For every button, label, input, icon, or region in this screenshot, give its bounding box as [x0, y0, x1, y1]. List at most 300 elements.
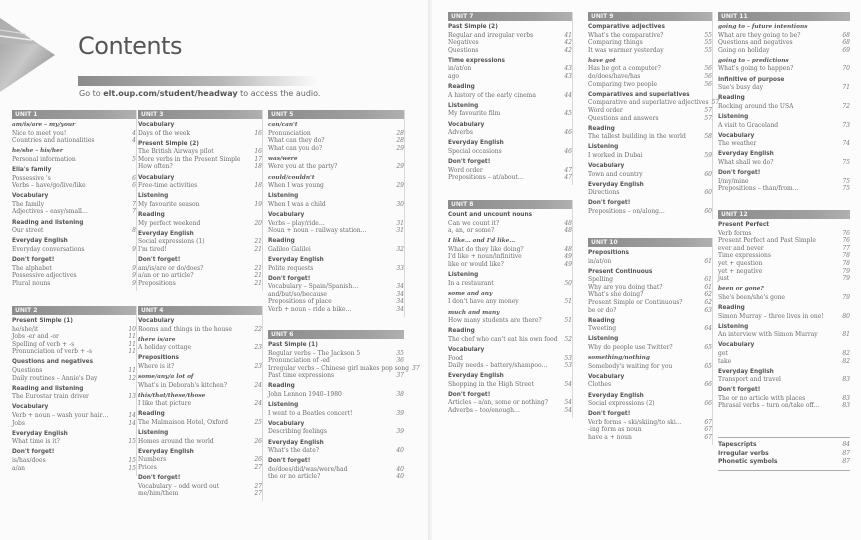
- unit-column: [448, 200, 573, 418]
- entry-page: 70: [842, 65, 850, 73]
- contents-entry[interactable]: [588, 47, 712, 55]
- entry-page: 43: [564, 65, 572, 73]
- entry-title: Rooms and things in the house: [138, 325, 232, 333]
- section-title: Don't forget!: [718, 387, 761, 394]
- contents-entry[interactable]: [268, 227, 404, 235]
- section-title: much and many: [448, 309, 500, 316]
- entry-title: Vocabulary – odd word out: [138, 482, 220, 490]
- entry-page: 14: [128, 419, 136, 427]
- contents-entry[interactable]: [588, 284, 712, 292]
- contents-entry[interactable]: [588, 325, 712, 333]
- contents-entry[interactable]: [268, 291, 404, 299]
- entry-page: 15: [128, 464, 136, 472]
- contents-entry[interactable]: [138, 280, 262, 288]
- entry-page: 66: [704, 400, 712, 408]
- unit-column: [138, 110, 263, 291]
- entry-page: 21: [254, 238, 262, 246]
- contents-entry[interactable]: [12, 182, 136, 190]
- contents-entry[interactable]: [138, 238, 262, 246]
- contents-entry[interactable]: [588, 32, 712, 40]
- contents-entry[interactable]: [448, 362, 572, 370]
- entry-page: 16: [254, 148, 262, 156]
- entry-page: 82: [842, 349, 850, 357]
- contents-entry[interactable]: [12, 208, 136, 216]
- section-title: Reading: [718, 304, 745, 311]
- contents-entry[interactable]: [448, 47, 572, 55]
- section-title: Everyday English: [448, 373, 504, 380]
- contents-entry[interactable]: [588, 291, 712, 299]
- entry-title: In a restaurant: [448, 279, 494, 287]
- decorative-arrow-photo-icon: [0, 10, 60, 92]
- appendix-item[interactable]: [718, 441, 850, 450]
- entry-page: 80: [842, 312, 850, 320]
- contents-entry[interactable]: [718, 402, 850, 410]
- unit-header: UNIT 6: [268, 330, 404, 339]
- contents-entry[interactable]: [12, 341, 136, 349]
- contents-entry[interactable]: [138, 438, 262, 446]
- entry-title: The alphabet: [12, 264, 52, 272]
- contents-entry[interactable]: [12, 137, 136, 145]
- contents-entry[interactable]: [588, 99, 720, 107]
- contents-entry[interactable]: [718, 395, 850, 403]
- section: [588, 269, 712, 315]
- unit-header: UNIT 8: [448, 200, 572, 209]
- entry-title: I'm tired!: [138, 245, 167, 253]
- entry-page: 61: [704, 257, 712, 265]
- contents-entry[interactable]: [268, 220, 404, 228]
- contents-entry[interactable]: [588, 115, 712, 123]
- contents-entry[interactable]: [12, 265, 136, 273]
- section: [268, 193, 404, 208]
- entry-page: 4: [132, 137, 136, 145]
- contents-entry[interactable]: [718, 245, 850, 253]
- contents-entry[interactable]: [718, 178, 850, 186]
- entry-title: Comparative and superlative adjectives: [588, 99, 709, 107]
- entry-title: My perfect weekend: [138, 219, 201, 227]
- contents-entry[interactable]: [718, 84, 850, 92]
- contents-entry[interactable]: [12, 375, 136, 383]
- contents-entry[interactable]: [268, 163, 404, 171]
- entry-title: ago: [448, 73, 460, 81]
- contents-entry[interactable]: [718, 350, 850, 358]
- section-title: Comparative adjectives: [588, 24, 665, 30]
- entry-title: Prepositions: [138, 279, 176, 287]
- entry-page: 67: [704, 418, 712, 426]
- unit-header: UNIT 3: [138, 110, 262, 119]
- section: [268, 421, 404, 436]
- section-title: Reading and listening: [12, 385, 84, 392]
- contents-entry[interactable]: [448, 336, 572, 344]
- section: [588, 144, 712, 159]
- contents-entry[interactable]: [12, 333, 136, 341]
- entry-page: 66: [704, 381, 712, 389]
- section-title: Reading: [588, 317, 615, 324]
- contents-entry[interactable]: [138, 382, 262, 390]
- entry-title: When I was a child: [268, 200, 326, 208]
- section-title: Count and uncount nouns: [448, 212, 533, 218]
- entry-page: 9: [132, 279, 136, 287]
- contents-entry[interactable]: [718, 39, 850, 47]
- entry-title: I went to a Beatles concert!: [268, 409, 353, 417]
- section: [448, 212, 572, 235]
- contents-entry[interactable]: [718, 122, 850, 130]
- section-title: Reading: [588, 125, 615, 132]
- section: [268, 156, 404, 171]
- entry-title: The chef who can't eat his own food: [448, 335, 558, 343]
- contents-entry[interactable]: [12, 438, 136, 446]
- contents-entry[interactable]: [268, 357, 404, 365]
- contents-entry[interactable]: [718, 159, 850, 167]
- contents-entry[interactable]: [268, 137, 404, 145]
- contents-entry[interactable]: [12, 175, 136, 183]
- section-title: some and any: [448, 290, 493, 297]
- entry-page: 56: [704, 73, 712, 81]
- contents-entry[interactable]: [448, 298, 572, 306]
- contents-entry[interactable]: [718, 268, 850, 276]
- appendix-page: 84: [842, 441, 850, 448]
- section-title: he/she – his/her: [12, 148, 63, 155]
- contents-entry[interactable]: [718, 47, 850, 55]
- contents-entry[interactable]: [12, 465, 136, 473]
- contents-entry[interactable]: [268, 466, 404, 474]
- contents-entry[interactable]: [718, 294, 850, 302]
- entry-page: 65: [704, 362, 712, 370]
- section-title: Vocabulary: [448, 121, 485, 128]
- appendix-item[interactable]: [718, 458, 850, 467]
- section: [138, 430, 262, 445]
- contents-entry[interactable]: [448, 65, 572, 73]
- contents-entry[interactable]: [138, 419, 262, 427]
- entry-page: 27: [254, 490, 262, 498]
- contents-entry[interactable]: [268, 130, 404, 138]
- contents-entry[interactable]: [718, 358, 850, 366]
- entry-title: Food: [448, 354, 463, 362]
- contents-entry[interactable]: [448, 227, 572, 235]
- contents-entry[interactable]: [588, 258, 712, 266]
- contents-entry[interactable]: [588, 419, 712, 427]
- contents-entry[interactable]: [268, 265, 404, 273]
- section-title: Don't forget!: [268, 275, 311, 282]
- contents-entry[interactable]: [448, 399, 572, 407]
- contents-entry[interactable]: [588, 39, 712, 47]
- entry-page: 55: [704, 39, 712, 47]
- contents-entry[interactable]: [718, 275, 850, 283]
- contents-entry[interactable]: [138, 220, 262, 228]
- contents-entry[interactable]: [448, 167, 572, 175]
- contents-entry[interactable]: [12, 348, 136, 356]
- contents-entry[interactable]: [588, 133, 712, 141]
- contents-entry[interactable]: [588, 73, 712, 81]
- unit-column: [588, 238, 713, 445]
- contents-entry[interactable]: [448, 246, 572, 254]
- section: [718, 77, 850, 92]
- section: [268, 122, 404, 152]
- contents-entry[interactable]: [12, 280, 136, 288]
- contents-entry[interactable]: [588, 171, 712, 179]
- contents-entry[interactable]: [718, 140, 850, 148]
- entry-title: Present Perfect and Past Simple: [718, 237, 816, 245]
- contents-entry[interactable]: [268, 298, 404, 306]
- contents-entry[interactable]: [268, 447, 404, 455]
- contents-entry[interactable]: [268, 350, 404, 358]
- section-title: Everyday English: [268, 256, 324, 263]
- contents-entry[interactable]: [138, 156, 262, 164]
- unit-header: UNIT 5: [268, 110, 404, 119]
- section-title: Reading: [268, 383, 295, 390]
- entry-title: Polite requests: [268, 264, 314, 272]
- entry-page: 36: [396, 357, 404, 365]
- entry-page: 43: [564, 73, 572, 81]
- entry-title: I'd like + noun/infinitive: [448, 253, 522, 261]
- contents-entry[interactable]: [448, 110, 572, 118]
- section-title: Everyday English: [588, 392, 644, 399]
- entry-page: 29: [396, 163, 404, 171]
- contents-entry[interactable]: [138, 272, 262, 280]
- contents-entry[interactable]: [588, 152, 712, 160]
- section: [138, 337, 262, 352]
- contents-entry[interactable]: [12, 393, 136, 401]
- entry-title: Irregular verbs – Chinese girl makes pop song: [268, 364, 409, 372]
- contents-entry[interactable]: [448, 280, 572, 288]
- section-title: Don't forget!: [268, 458, 311, 465]
- contents-entry[interactable]: [718, 260, 850, 268]
- unit-column: [448, 12, 573, 185]
- entry-title: What's she doing?: [588, 291, 644, 299]
- entry-title: Numbers: [138, 456, 167, 464]
- contents-entry[interactable]: [588, 208, 712, 216]
- contents-entry[interactable]: [268, 428, 404, 436]
- contents-entry[interactable]: [448, 73, 572, 81]
- contents-entry[interactable]: [448, 148, 572, 156]
- contents-entry[interactable]: [268, 473, 404, 481]
- contents-entry[interactable]: [588, 434, 712, 442]
- contents-entry[interactable]: [718, 230, 850, 238]
- entry-title: Transport and travel: [718, 376, 781, 384]
- contents-entry[interactable]: [588, 426, 712, 434]
- contents-entry[interactable]: [448, 261, 572, 269]
- entry-title: Jobs: [12, 419, 25, 427]
- contents-entry[interactable]: [138, 130, 262, 138]
- contents-entry[interactable]: [448, 317, 572, 325]
- section: [588, 24, 712, 54]
- contents-entry[interactable]: [138, 265, 262, 273]
- contents-entry[interactable]: [448, 39, 572, 47]
- entry-title: a, an, or some?: [448, 227, 495, 235]
- entry-page: 4: [132, 129, 136, 137]
- contents-entry[interactable]: [718, 65, 850, 73]
- section: [718, 58, 850, 73]
- entry-page: 27: [254, 464, 262, 471]
- section: [268, 276, 404, 314]
- contents-entry[interactable]: [448, 253, 572, 261]
- contents-entry[interactable]: [588, 363, 712, 371]
- section-title: Reading: [448, 84, 475, 91]
- entry-page: 49: [564, 253, 572, 261]
- contents-entry[interactable]: [138, 490, 262, 498]
- contents-entry[interactable]: [588, 189, 712, 197]
- section: [12, 220, 136, 235]
- contents-entry[interactable]: [12, 246, 136, 254]
- entry-title: do/does/have/has: [588, 73, 641, 81]
- contents-entry[interactable]: [448, 129, 572, 137]
- contents-entry[interactable]: [268, 182, 404, 190]
- contents-entry[interactable]: [448, 381, 572, 389]
- contents-entry[interactable]: [588, 107, 712, 115]
- contents-entry[interactable]: [12, 326, 136, 334]
- contents-entry[interactable]: [718, 252, 850, 260]
- contents-entry[interactable]: [12, 367, 136, 375]
- contents-entry[interactable]: [268, 372, 404, 380]
- section-title: can/can't: [268, 122, 298, 128]
- contents-entry[interactable]: [268, 145, 404, 153]
- audio-link[interactable]: elt.oup.com/student/headway: [103, 89, 238, 98]
- contents-entry[interactable]: [448, 407, 572, 415]
- entry-title: am/is/are or do/does?: [138, 264, 204, 272]
- entry-title: Past time expressions: [268, 372, 335, 380]
- contents-entry[interactable]: [138, 163, 262, 171]
- contents-entry[interactable]: [138, 400, 262, 408]
- contents-entry[interactable]: [718, 376, 850, 384]
- entry-page: 62: [704, 299, 712, 307]
- entry-title: An interview with Simon Murray: [718, 331, 818, 339]
- contents-entry[interactable]: [588, 299, 712, 307]
- section-title: Present Simple (2): [138, 140, 199, 147]
- entry-page: 26: [254, 456, 262, 464]
- contents-entry[interactable]: [268, 201, 404, 209]
- contents-entry[interactable]: [12, 227, 136, 235]
- contents-entry[interactable]: [12, 412, 136, 420]
- entry-page: 78: [842, 259, 850, 267]
- entry-title: Somebody's waiting for you: [588, 362, 673, 370]
- contents-entry[interactable]: [588, 400, 712, 408]
- entry-title: Has he got a computer?: [588, 65, 661, 73]
- section: [138, 175, 262, 190]
- entry-page: 32: [396, 245, 404, 253]
- entry-page: 55: [704, 31, 712, 39]
- contents-entry[interactable]: [138, 148, 262, 156]
- contents-entry[interactable]: [448, 355, 572, 363]
- section: [138, 212, 262, 227]
- contents-entry[interactable]: [12, 457, 136, 465]
- section: [12, 122, 136, 145]
- contents-entry[interactable]: [448, 92, 572, 100]
- section: [12, 193, 136, 216]
- section: [12, 148, 136, 163]
- entry-page: 46: [564, 147, 572, 155]
- entry-page: 35: [396, 349, 404, 357]
- contents-entry[interactable]: [718, 185, 850, 193]
- section: [718, 24, 850, 54]
- contents-entry[interactable]: [718, 331, 850, 339]
- entry-page: 79: [842, 267, 850, 275]
- section: [268, 342, 420, 380]
- section: [12, 431, 136, 446]
- entry-title: Shopping in the High Street: [448, 380, 534, 388]
- entry-page: 78: [842, 252, 850, 260]
- entry-title: Personal information: [12, 155, 76, 163]
- entry-title: What's going to happen?: [718, 65, 794, 73]
- contents-entry[interactable]: [268, 283, 404, 291]
- contents-entry[interactable]: [448, 220, 572, 228]
- contents-entry[interactable]: [718, 32, 850, 40]
- section: [12, 404, 136, 427]
- entry-title: a/an or no article?: [138, 272, 194, 280]
- contents-entry[interactable]: [138, 344, 262, 352]
- contents-entry[interactable]: [138, 246, 262, 254]
- contents-entry[interactable]: [588, 307, 712, 315]
- contents-entry[interactable]: [268, 410, 404, 418]
- contents-entry[interactable]: [588, 276, 712, 284]
- entry-title: The Eurostar train driver: [12, 393, 89, 401]
- entry-title: Prepositions of place: [268, 298, 332, 306]
- contents-entry[interactable]: [268, 364, 420, 373]
- entry-title: What can they do?: [268, 137, 325, 145]
- contents-entry[interactable]: [718, 103, 850, 111]
- entry-page: 48: [564, 227, 572, 235]
- contents-entry[interactable]: [588, 65, 712, 73]
- section: [588, 374, 712, 389]
- contents-entry[interactable]: [588, 381, 712, 389]
- unit-header: UNIT 1: [12, 110, 136, 119]
- contents-entry[interactable]: [12, 156, 136, 164]
- section-title: Questions and negatives: [12, 359, 94, 366]
- audio-prefix: Go to: [79, 89, 104, 98]
- contents-entry[interactable]: [268, 391, 404, 399]
- entry-title: Verbs – have/go/live/like: [12, 182, 86, 190]
- entry-title: Verb forms: [718, 229, 752, 237]
- contents-entry[interactable]: [138, 483, 262, 491]
- contents-entry[interactable]: [448, 32, 572, 40]
- section: [448, 310, 572, 325]
- contents-entry[interactable]: [138, 363, 262, 371]
- entry-page: 37: [412, 364, 420, 372]
- section-title: Everyday English: [718, 151, 774, 158]
- contents-entry[interactable]: [138, 201, 262, 209]
- contents-entry[interactable]: [138, 464, 262, 472]
- contents-entry[interactable]: [268, 306, 404, 314]
- entry-title: What do they like doing?: [448, 245, 524, 253]
- contents-entry[interactable]: [138, 456, 262, 464]
- contents-entry[interactable]: [12, 130, 136, 138]
- contents-entry[interactable]: [138, 182, 262, 190]
- appendix-item[interactable]: [718, 450, 850, 459]
- entry-page: 9: [132, 264, 136, 272]
- contents-entry[interactable]: [448, 174, 572, 182]
- entry-title: Regular and irregular verbs: [448, 31, 534, 39]
- section-title: Present Perfect: [718, 222, 770, 228]
- contents-entry[interactable]: [588, 344, 712, 352]
- section: [138, 141, 262, 171]
- section: [138, 231, 262, 254]
- section-title: Reading: [138, 211, 165, 218]
- contents-entry[interactable]: [12, 420, 136, 428]
- contents-entry[interactable]: [12, 201, 136, 209]
- contents-entry[interactable]: [268, 246, 404, 254]
- entry-title: Adjectives – easy/small…: [12, 208, 88, 216]
- section-title: Reading: [718, 95, 745, 102]
- contents-entry[interactable]: [138, 326, 262, 334]
- unit-header: UNIT 2: [12, 306, 136, 315]
- section-title: was/were: [268, 155, 298, 162]
- entry-page: 46: [564, 129, 572, 137]
- section: [718, 387, 850, 410]
- contents-entry[interactable]: [718, 313, 850, 321]
- contents-entry[interactable]: [588, 81, 712, 89]
- contents-entry[interactable]: [12, 272, 136, 280]
- section: [718, 222, 850, 283]
- entry-page: 61: [704, 276, 712, 284]
- contents-entry[interactable]: [718, 237, 850, 245]
